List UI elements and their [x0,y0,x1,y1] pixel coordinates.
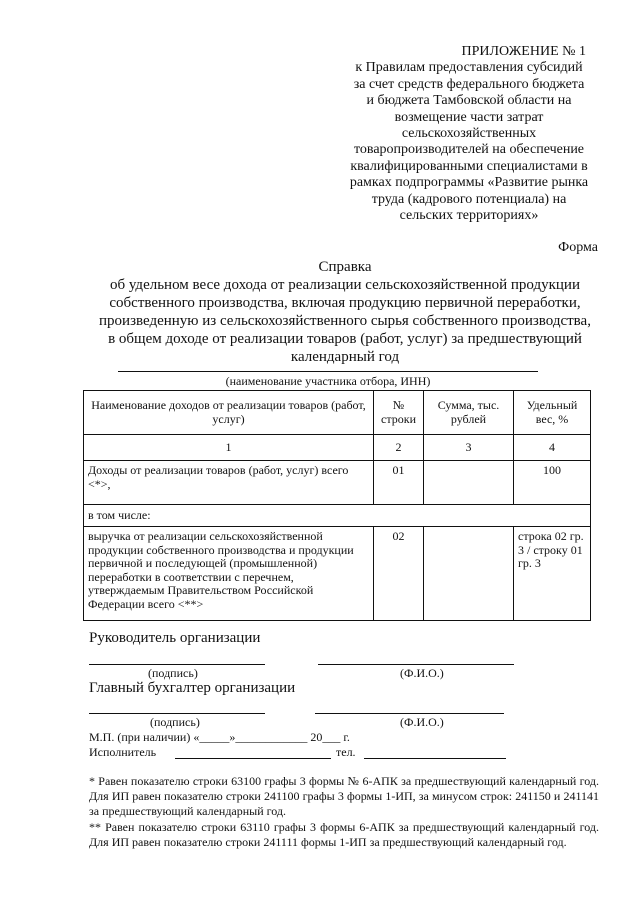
document-title-block [70,258,620,366]
header-cell: Удельный вес, % [514,391,591,435]
footnote-1: * Равен показателю строки 63100 графы 3 формы № 6-АПК за предшествующий календарный год. Для ИП равен показателю строки 241100 графы 3 формы 1-ИП, за минусом строк: 241150 и 241141 за предшествующий календарный год. [89,774,599,818]
appendix-block [338,44,600,224]
name-caption: (Ф.И.О.) [400,715,444,729]
form-label: Форма [558,240,598,255]
column-number: 1 [84,435,374,461]
row-sum[interactable] [424,461,514,505]
name-caption: (Ф.И.О.) [400,666,444,680]
head-signature-line[interactable] [89,664,265,665]
document-title-line: собственного производства, включая продукцию первичной переработки, [109,295,581,311]
head-label: Руководитель организации [89,630,261,646]
head-name-line[interactable] [318,664,514,665]
row-name: выручка от реализации сельскохозяйственной продукции собственного производства и продукции первичной и последующей (промышленной) переработки в соответствии с перечнем, утверждаемым Правительством Российской Федерации всего <**> [84,527,374,621]
document-title-line: об удельном весе дохода от реализации сельскохозяйственной продукции [110,277,580,293]
row-code: 01 [374,461,424,505]
column-number: 3 [424,435,514,461]
income-table [83,390,591,621]
sign-caption: (подпись) [148,666,198,680]
executor-line[interactable] [175,758,331,759]
appendix-line: рамках подпрограммы «Развитие рынка [349,175,589,191]
row-name: Доходы от реализации товаров (работ, услуг) всего <*>, [84,461,374,505]
document-title-line: в общем доходе от реализации товаров (работ, услуг) за предшествующий [108,331,582,347]
participant-name-line [118,371,538,372]
document-title-line: календарный год [290,349,400,365]
footnote-2: ** Равен показателю строки 63110 графы 3 формы 6-АПК за предшествующий календарный год. Для ИП равен показателю строки 241111 формы 1-ИП за предшествующий календарный год. [89,820,599,849]
table-row [84,461,591,505]
subheader-cell: в том числе: [84,505,591,527]
appendix-line: товаропроизводителей на обеспечение [353,142,585,158]
row-share: строка 02 гр. 3 / строку 01 гр. 3 [514,527,591,621]
accountant-signature-line[interactable] [89,713,265,714]
column-number: 4 [514,435,591,461]
header-cell: Сумма, тыс. рублей [424,391,514,435]
phone-line[interactable] [364,758,506,759]
table-header-row [84,391,591,435]
accountant-label: Главный бухгалтер организации [89,680,296,696]
document-heading: Справка [318,259,372,275]
appendix-line: и бюджета Тамбовской области на [366,93,572,109]
appendix-line: возмещение части затрат [394,109,544,125]
header-cell: № строки [374,391,424,435]
executor-label: Исполнитель [89,745,157,759]
appendix-line: к Правилам предоставления субсидий [355,60,583,76]
table-row [84,527,591,621]
row-sum[interactable] [424,527,514,621]
appendix-line: за счет средств федерального бюджета [353,76,585,92]
appendix-line: квалифицированными специалистами в [350,158,588,174]
accountant-name-line[interactable] [315,713,504,714]
appendix-line: сельских территориях» [399,208,539,224]
row-code: 02 [374,527,424,621]
participant-caption: (наименование участника отбора, ИНН) [225,374,431,388]
appendix-line: сельскохозяйственных [401,126,537,142]
stamp-date-line: М.П. (при наличии) «_____»____________ 20___ г. [89,730,350,744]
table-subheader-row [84,505,591,527]
header-cell: Наименование доходов от реализации товаров (работ, услуг) [84,391,374,435]
column-number-row [84,435,591,461]
row-share: 100 [514,461,591,505]
column-number: 2 [374,435,424,461]
phone-label: тел. [336,745,356,759]
appendix-line: труда (кадрового потенциала) на [371,191,567,207]
document-title-line: произведенную из сельскохозяйственного сырья собственного производства, [99,313,591,329]
appendix-title: ПРИЛОЖЕНИЕ № 1 [461,44,586,59]
sign-caption: (подпись) [150,715,200,729]
